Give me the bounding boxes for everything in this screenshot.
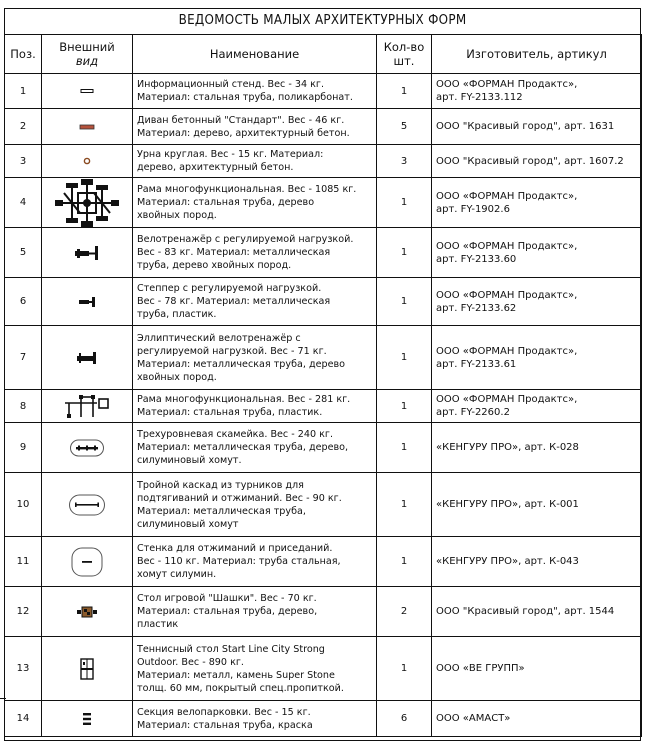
cell-qty: 6 [377, 701, 432, 737]
manufacturer-line: «КЕНГУРУ ПРО», арт. К-043 [436, 556, 579, 567]
name-line: Материал: стальная труба, дерево [137, 197, 315, 208]
table-row [5, 637, 642, 701]
table-row [5, 228, 642, 278]
cell-name [133, 587, 377, 637]
name-line: Материал: стальная труба, пластик. [137, 407, 323, 418]
name-line: Секция велопарковки. Вес - 15 кг. [137, 706, 311, 718]
table-row [5, 326, 642, 390]
cell-view [42, 74, 133, 109]
cell-manufacturer [432, 423, 642, 473]
cell-pos: 5 [5, 228, 42, 278]
manufacturer-line: ООО «ФОРМАН Продактс», [436, 394, 578, 405]
name-line: Тройной каскад из турников для [137, 479, 304, 491]
cell-name [133, 178, 377, 228]
cell-view [42, 537, 133, 587]
name-line: Материал: стальная труба, поликарбонат. [137, 92, 353, 103]
name-line: хвойных пород. [137, 371, 217, 383]
header-qty-line2: шт. [393, 54, 415, 68]
cell-qty: 1 [377, 326, 432, 390]
cell-manufacturer [432, 390, 642, 423]
manufacturer-line: ООО "Красивый город", арт. 1544 [436, 606, 615, 617]
cell-manufacturer [432, 637, 642, 701]
cell-pos: 12 [5, 587, 42, 637]
table-row [5, 178, 642, 228]
name-line: Вес - 83 кг. Материал: металлическая [137, 247, 331, 258]
manufacturer-line: ООО «ФОРМАН Продактс», [436, 345, 578, 357]
bike-rack-icon [80, 710, 94, 728]
three-level-bench-icon [69, 437, 105, 459]
cell-qty: 1 [377, 637, 432, 701]
cell-pos: 11 [5, 537, 42, 587]
cell-manufacturer [432, 228, 642, 278]
multifunction-frame-small-icon [61, 393, 113, 419]
name-line: труба, пластик. [137, 309, 217, 320]
cell-pos: 1 [5, 74, 42, 109]
cell-name [133, 423, 377, 473]
manufacturer-line: арт. FY-2133.62 [436, 302, 517, 314]
cell-pos: 7 [5, 326, 42, 390]
table-row [5, 587, 642, 637]
tennis-table-icon [78, 657, 96, 681]
manufacturer-line: ООО «ФОРМАН Продактс», [436, 79, 578, 90]
cell-name [133, 278, 377, 326]
concrete-bench-icon [76, 122, 98, 132]
cell-pos: 10 [5, 473, 42, 537]
name-line: Информационный стенд. Вес - 34 кг. [137, 79, 324, 90]
manufacturer-line: арт. FY-2133.61 [436, 358, 517, 370]
header-view-line2: вид [75, 54, 99, 68]
cell-view [42, 637, 133, 701]
table-row [5, 145, 642, 178]
cell-view [42, 178, 133, 228]
name-line: Теннисный стол Start Line City Strong [137, 643, 325, 655]
name-line: Материал: дерево, архитектурный бетон. [137, 127, 350, 139]
name-line: Материал: металлическая труба, дерево, [137, 442, 349, 453]
round-bin-icon [81, 155, 93, 167]
document-title: ВЕДОМОСТЬ МАЛЫХ АРХИТЕКТУРНЫХ ФОРМ [30, 9, 614, 35]
table-row [5, 423, 642, 473]
cell-name [133, 228, 377, 278]
name-line: Outdoor. Вес - 890 кг. [137, 656, 244, 668]
name-line: Материал: стальная труба, краска [137, 719, 313, 731]
cell-qty: 5 [377, 109, 432, 145]
cell-view [42, 587, 133, 637]
header-row [5, 35, 642, 74]
header-manufacturer: Изготовитель, артикул [432, 35, 642, 74]
cell-manufacturer [432, 109, 642, 145]
checkers-table-icon [74, 604, 100, 620]
cell-view [42, 390, 133, 423]
manufacturer-line: «КЕНГУРУ ПРО», арт. К-028 [436, 442, 579, 453]
cell-qty: 1 [377, 74, 432, 109]
manufacturer-line: ООО «ФОРМАН Продактс», [436, 289, 578, 301]
pushup-wall-icon [70, 546, 104, 578]
name-line: регулируемой нагрузкой. Вес - 71 кг. [137, 345, 327, 357]
header-qty [377, 35, 432, 74]
bike-trainer-icon [72, 244, 102, 262]
cell-qty: 1 [377, 228, 432, 278]
cell-pos: 3 [5, 145, 42, 178]
cell-qty: 1 [377, 278, 432, 326]
table-row [5, 74, 642, 109]
cell-pos: 13 [5, 637, 42, 701]
name-line: Трехуровневая скамейка. Вес - 240 кг. [137, 429, 334, 440]
manufacturer-line: ООО "Красивый город", арт. 1607.2 [436, 155, 624, 167]
header-view-line1: Внешний [59, 40, 115, 54]
name-line: Материал: металлическая труба, [137, 505, 306, 517]
manufacturer-line: ООО «ФОРМАН Продактс», [436, 190, 578, 202]
name-line: хомут силумин. [137, 569, 217, 580]
cell-name [133, 537, 377, 587]
cell-name [133, 701, 377, 737]
manufacturer-line: ООО "Красивый город", арт. 1631 [436, 121, 615, 132]
name-line: пластик [137, 619, 179, 630]
cell-qty: 1 [377, 537, 432, 587]
cell-qty: 1 [377, 178, 432, 228]
header-qty-line1: Кол-во [383, 40, 425, 54]
cell-view [42, 145, 133, 178]
table-row [5, 390, 642, 423]
name-line: Рама многофункциональная. Вес - 1085 кг. [137, 184, 357, 195]
cell-pos: 9 [5, 423, 42, 473]
cell-name [133, 109, 377, 145]
manufacturer-line: ООО «ФОРМАН Продактс», [436, 240, 578, 252]
cell-manufacturer [432, 74, 642, 109]
table-row [5, 109, 642, 145]
cell-name [133, 326, 377, 390]
elliptical-trainer-icon [74, 350, 100, 366]
name-line: силуминовый хомут. [137, 455, 242, 466]
manufacturer-line: арт. FY-2133.112 [436, 92, 523, 103]
name-line: Рама многофункциональная. Вес - 281 кг. [137, 394, 351, 405]
cell-manufacturer [432, 278, 642, 326]
cell-manufacturer [432, 537, 642, 587]
name-line: Материал: металл, камень Super Stone [137, 669, 335, 681]
info-stand-icon [77, 86, 97, 96]
cell-view [42, 278, 133, 326]
cell-pos: 6 [5, 278, 42, 326]
table-row [5, 537, 642, 587]
header-name: Наименование [133, 35, 377, 74]
cell-view [42, 701, 133, 737]
cell-qty: 1 [377, 423, 432, 473]
multifunction-frame-icon [52, 179, 122, 227]
name-line: силуминовый хомут [137, 518, 239, 530]
name-line: Стенка для отжиманий и приседаний. [137, 543, 333, 554]
cell-pos: 14 [5, 701, 42, 737]
edge-mark [0, 698, 6, 699]
cell-manufacturer [432, 473, 642, 537]
name-line: Материал: металлическая труба, дерево [137, 358, 346, 370]
manufacturer-line: «КЕНГУРУ ПРО», арт. К-001 [436, 499, 579, 510]
manufacturer-line: ООО «АМАСТ» [436, 713, 511, 724]
cell-manufacturer [432, 701, 642, 737]
name-line: Материал: стальная труба, дерево, [137, 606, 318, 617]
name-line: дерево, архитектурный бетон. [137, 162, 294, 173]
pullup-cascade-icon [68, 492, 106, 518]
name-line: Степпер с регулируемой нагрузкой. [137, 283, 322, 294]
cell-manufacturer [432, 178, 642, 228]
name-line: Вес - 78 кг. Материал: металлическая [137, 296, 331, 307]
table-row [5, 701, 642, 737]
name-line: Урна круглая. Вес - 15 кг. Материал: [137, 149, 324, 160]
manufacturer-line: ООО «ВЕ ГРУПП» [436, 663, 525, 674]
cell-pos: 2 [5, 109, 42, 145]
cell-view [42, 326, 133, 390]
stepper-icon [76, 295, 98, 309]
header-pos: Поз. [5, 35, 42, 74]
table-row [5, 473, 642, 537]
cell-name [133, 473, 377, 537]
manufacturer-line: арт. FY-2133.60 [436, 253, 517, 265]
name-line: Вес - 110 кг. Материал: труба стальная, [137, 556, 341, 567]
cell-qty: 2 [377, 587, 432, 637]
name-line: подтягиваний и отжиманий. Вес - 90 кг. [137, 492, 342, 504]
cell-manufacturer [432, 326, 642, 390]
header-view [42, 35, 133, 74]
cell-view [42, 109, 133, 145]
cell-manufacturer [432, 145, 642, 178]
name-line: Велотренажёр с регулируемой нагрузкой. [137, 234, 354, 245]
cell-manufacturer [432, 587, 642, 637]
name-line: труба, дерево хвойных пород. [137, 260, 292, 271]
cell-name [133, 637, 377, 701]
name-line: хвойных пород. [137, 210, 217, 221]
manufacturer-line: арт. FY-1902.6 [436, 203, 510, 215]
name-line: толщ. 60 мм, покрытый спец.пропиткой. [137, 682, 344, 694]
schedule-sheet [4, 8, 641, 741]
cell-view [42, 473, 133, 537]
schedule-table [4, 34, 642, 737]
name-line: Стол игровой "Шашки". Вес - 70 кг. [137, 593, 317, 604]
cell-view [42, 423, 133, 473]
cell-qty: 1 [377, 473, 432, 537]
cell-name [133, 390, 377, 423]
name-line: Эллиптический велотренажёр с [137, 332, 301, 344]
cell-pos: 8 [5, 390, 42, 423]
cell-view [42, 228, 133, 278]
cell-pos: 4 [5, 178, 42, 228]
manufacturer-line: арт. FY-2260.2 [436, 407, 510, 418]
table-row [5, 278, 642, 326]
name-line: Диван бетонный "Стандарт". Вес - 46 кг. [137, 114, 345, 126]
cell-name [133, 74, 377, 109]
cell-name [133, 145, 377, 178]
cell-qty: 3 [377, 145, 432, 178]
cell-qty: 1 [377, 390, 432, 423]
